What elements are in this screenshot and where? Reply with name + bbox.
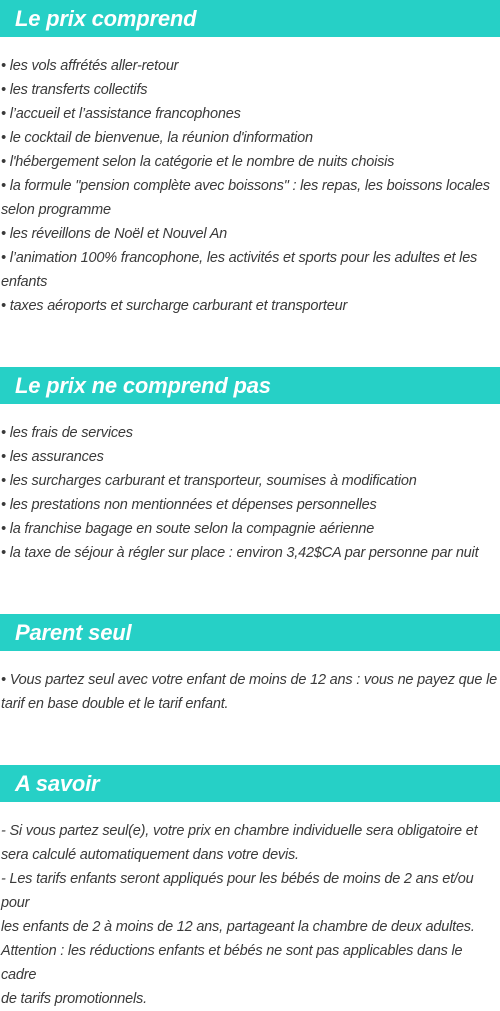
section-header-band [0, 765, 500, 802]
list-item: • l’accueil et l’assistance francophones [1, 106, 241, 122]
list-item: • les frais de services [1, 425, 133, 441]
list-item: • la franchise bagage en soute selon la compagnie aérienne [1, 521, 375, 537]
section-body [0, 421, 500, 565]
section-header-band [0, 614, 500, 651]
section-title: Le prix comprend [15, 5, 197, 31]
paragraph-line: les enfants de 2 à moins de 12 ans, partageant la chambre de deux adultes. [1, 919, 475, 935]
paragraph-line: - Si vous partez seul(e), votre prix en chambre individuelle sera obligatoire et [1, 823, 478, 839]
paragraph-line: - Les tarifs enfants seront appliqués pour les bébés de moins de 2 ans et/ou pour [1, 871, 474, 911]
section-price-includes [0, 0, 500, 318]
list-item: • les réveillons de Noël et Nouvel An [1, 226, 228, 242]
list-item: • taxes aéroports et surcharge carburant et transporteur [1, 298, 348, 314]
section-price-excludes [0, 367, 500, 565]
list-item: • Vous partez seul avec votre enfant de moins de 12 ans : vous ne payez que le [1, 672, 497, 688]
section-title: Parent seul [15, 619, 132, 645]
list-item: • les vols affrétés aller-retour [1, 58, 179, 74]
list-item: • les transferts collectifs [1, 82, 148, 98]
paragraph-line: de tarifs promotionnels. [1, 991, 147, 1007]
list-item-continuation: selon programme [1, 202, 111, 218]
section-header-band [0, 0, 500, 37]
section-single-parent [0, 614, 500, 716]
list-item: • les surcharges carburant et transporteur, soumises à modification [1, 473, 417, 489]
list-item: • l’animation 100% francophone, les activités et sports pour les adultes et les [1, 250, 478, 266]
section-body [0, 668, 500, 716]
list-item: • la taxe de séjour à régler sur place : environ 3,42$CA par personne par nuit [1, 545, 479, 561]
list-item: • le cocktail de bienvenue, la réunion d'information [1, 130, 313, 146]
section-title: Le prix ne comprend pas [15, 372, 271, 398]
section-header-band [0, 367, 500, 404]
section-title: A savoir [15, 770, 100, 796]
paragraph-line: Attention : les réductions enfants et bébés ne sont pas applicables dans le cadre [1, 943, 463, 983]
list-item-continuation: enfants [1, 274, 48, 290]
list-item-continuation: tarif en base double et le tarif enfant. [1, 696, 229, 712]
list-item: • l'hébergement selon la catégorie et le nombre de nuits choisis [1, 154, 395, 170]
section-body [0, 819, 500, 1011]
paragraph-line: sera calculé automatiquement dans votre devis. [1, 847, 299, 863]
list-item: • les prestations non mentionnées et dépenses personnelles [1, 497, 377, 513]
section-body [0, 54, 500, 318]
list-item: • les assurances [1, 449, 104, 465]
list-item: • la formule "pension complète avec boissons" : les repas, les boissons locales [1, 178, 490, 194]
section-good-to-know [0, 765, 500, 1011]
